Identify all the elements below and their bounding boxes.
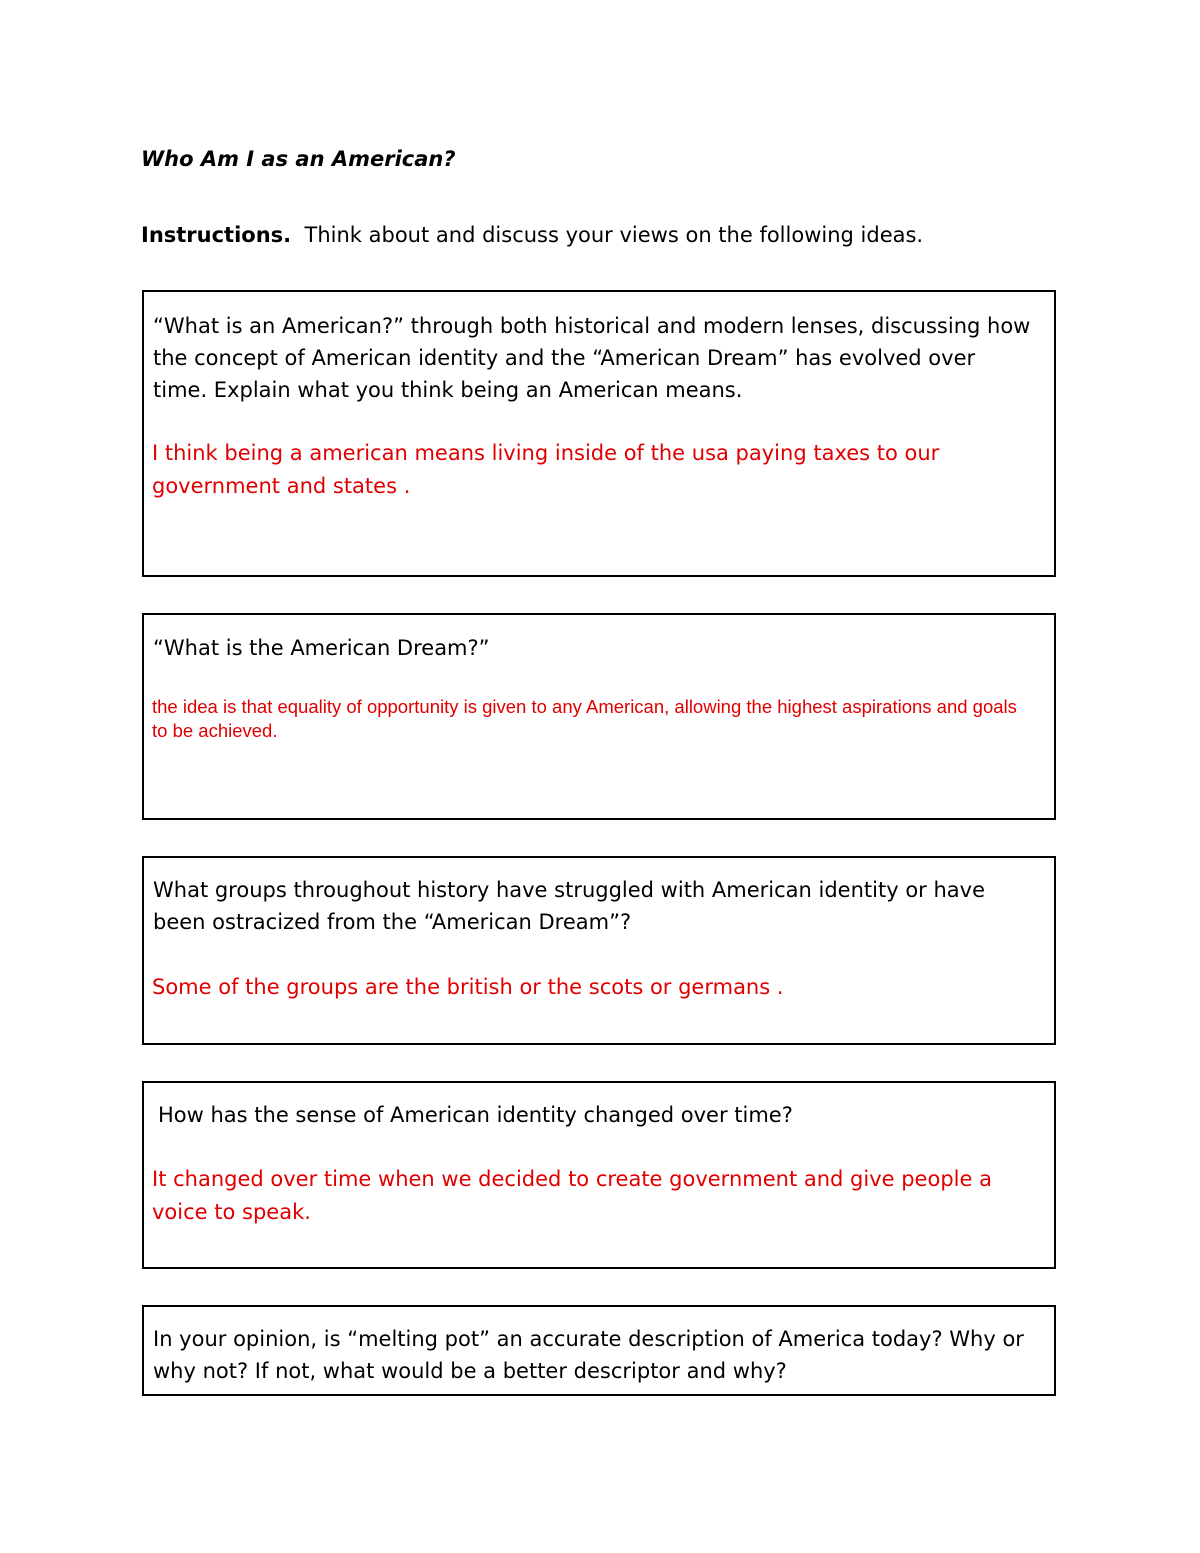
question-text: How has the sense of American identity changed over time? — [158, 1103, 793, 1127]
question-box-american — [142, 290, 1056, 577]
instructions-text: Think about and discuss your views on the following ideas. — [304, 223, 924, 247]
answer-text[interactable]: the idea is that equality of opportunity is given to any American, allowing the highest aspirations and goals to be achieved. — [152, 696, 1017, 741]
question-box-american-dream — [142, 613, 1056, 820]
instructions-label: Instructions. — [141, 223, 292, 247]
instructions — [141, 221, 923, 249]
question-box-ostracized-groups — [142, 856, 1056, 1045]
question-text: “What is an American?” through both historical and modern lenses, discussing how the concept of American identity and the “American Dream” has evolved over time. Explain what you think being an American means. — [153, 314, 1031, 402]
question-text: In your opinion, is “melting pot” an accurate description of America today? Why or why not? If not, what would be a better descriptor and why? — [153, 1327, 1024, 1383]
answer-text[interactable]: I think being a american means living inside of the usa paying taxes to our government and states . — [152, 441, 940, 498]
question-text: What groups throughout history have struggled with American identity or have been ostracized from the “American Dream”? — [153, 878, 986, 934]
answer-text[interactable]: Some of the groups are the british or the scots or germans . — [152, 975, 784, 999]
question-box-melting-pot — [142, 1305, 1056, 1396]
question-text: “What is the American Dream?” — [153, 636, 490, 660]
page-title: Who Am I as an American? — [141, 147, 456, 171]
answer-text[interactable]: It changed over time when we decided to create government and give people a voice to speak. — [152, 1167, 992, 1224]
question-box-identity-change — [142, 1081, 1056, 1269]
